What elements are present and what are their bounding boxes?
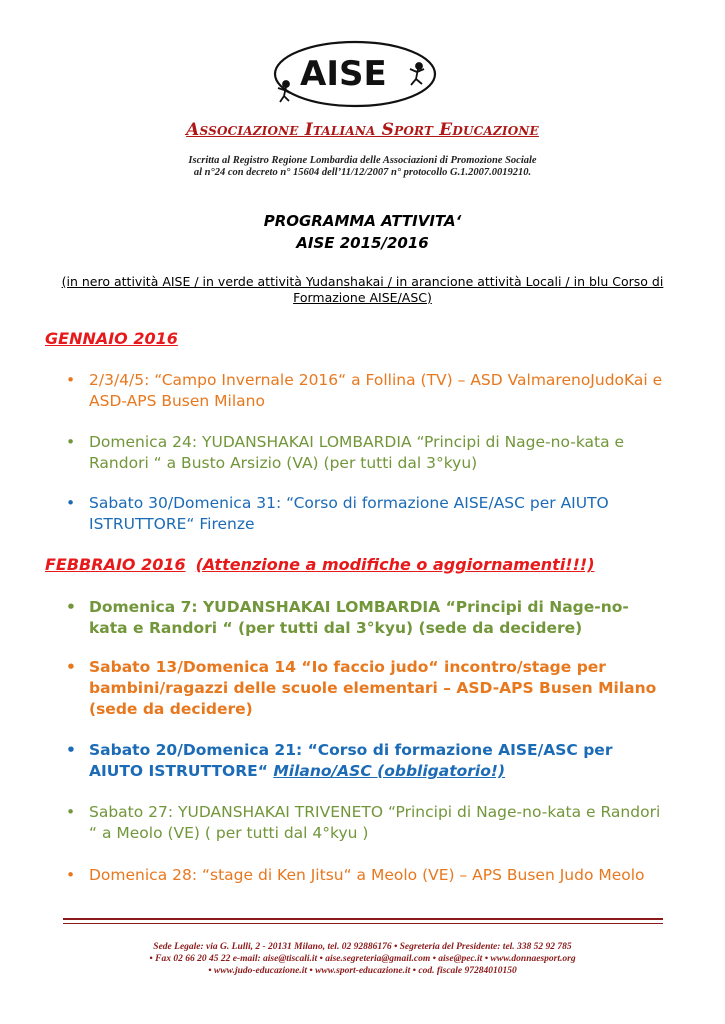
bullet-icon: • <box>66 494 76 512</box>
bullet-icon: • <box>66 371 76 389</box>
list-item <box>66 740 666 782</box>
program-season: AISE 2015/2016 <box>296 234 429 252</box>
footer-divider-thin <box>63 923 663 924</box>
registration-line-1: Iscritta al Registro Regione Lombardia delle Associazioni di Promozione Sociale <box>188 155 537 166</box>
item-text: Sabato 13/Domenica 14 “Io faccio judo“ incontro/stage per bambini/ragazzi delle scuole elementari – ASD-APS Busen Milano (sede da decidere) <box>89 658 657 718</box>
footer-contacts: • Fax 02 66 20 45 22 e-mail: aise@tiscali.it • aise.segreteria@gmail.com • aise@pec.it • www.donnaesport.org <box>149 954 576 964</box>
month-heading-gennaio <box>45 329 178 348</box>
month-title: FEBBRAIO 2016 <box>45 555 186 574</box>
item-text: Domenica 28: “stage di Ken Jitsu“ a Meolo (VE) – APS Busen Judo Meolo <box>89 866 645 884</box>
list-item <box>66 370 666 412</box>
list-item <box>66 597 666 639</box>
color-legend: (in nero attività AISE / in verde attività Yudanshakai / in arancione attività Locali / in blu Corso di Formazione AISE/ASC) <box>61 274 664 305</box>
item-location-link[interactable]: Milano/ASC (obbligatorio!) <box>273 762 506 780</box>
program-title: PROGRAMMA ATTIVITA‘ <box>263 212 462 230</box>
aise-logo <box>272 38 438 110</box>
month-heading-febbraio <box>45 555 595 574</box>
item-text-wrapper <box>89 740 666 782</box>
list-item <box>66 802 666 844</box>
item-text: 2/3/4/5: “Campo Invernale 2016“ a Follina (TV) – ASD ValmarenoJudoKai e ASD-APS Busen Milano <box>89 371 663 410</box>
bullet-icon: • <box>66 803 76 821</box>
bullet-icon: • <box>66 741 76 759</box>
bullet-icon: • <box>66 433 76 451</box>
item-text: Sabato 20/Domenica 21: “Corso di formazione AISE/ASC per AIUTO ISTRUTTORE“ <box>89 741 613 780</box>
footer-divider <box>63 918 663 920</box>
logo-text: AISE <box>300 54 387 94</box>
figure-right-icon <box>410 63 424 85</box>
list-item <box>66 657 666 720</box>
bullet-icon: • <box>66 658 76 676</box>
list-item <box>66 865 666 886</box>
month-warning-note: (Attenzione a modifiche o aggiornamenti!!!) <box>195 555 595 574</box>
bullet-icon: • <box>66 598 76 616</box>
list-item <box>66 493 666 535</box>
bullet-icon: • <box>66 866 76 884</box>
footer-address: Sede Legale: via G. Lulli, 2 - 20131 Milano, tel. 02 92886176 • Segreteria del Presidente: tel. 338 52 92 785 <box>153 942 572 952</box>
footer-websites: • www.judo-educazione.it • www.sport-educazione.it • cod. fiscale 97284010150 <box>208 966 517 976</box>
list-item <box>66 432 666 474</box>
month-title: GENNAIO 2016 <box>45 329 178 348</box>
registration-line-2: al n°24 con decreto n° 15604 dell’11/12/2007 n° protocollo G.1.2007.0019210. <box>193 167 532 178</box>
item-text: Sabato 27: YUDANSHAKAI TRIVENETO “Principi di Nage-no-kata e Randori “ a Meolo (VE) ( per tutti dal 4°kyu ) <box>89 803 661 842</box>
item-text: Domenica 24: YUDANSHAKAI LOMBARDIA “Principi di Nage-no-kata e Randori “ a Busto Arsizio (VA) (per tutti dal 3°kyu) <box>89 433 625 472</box>
item-text: Domenica 7: YUDANSHAKAI LOMBARDIA “Principi di Nage-no-kata e Randori “ (per tutti dal 3°kyu) (sede da decidere) <box>89 598 629 637</box>
item-text: Sabato 30/Domenica 31: “Corso di formazione AISE/ASC per AIUTO ISTRUTTORE“ Firenze <box>89 494 609 533</box>
association-title: Associazione Italiana Sport Educazione <box>186 120 539 140</box>
